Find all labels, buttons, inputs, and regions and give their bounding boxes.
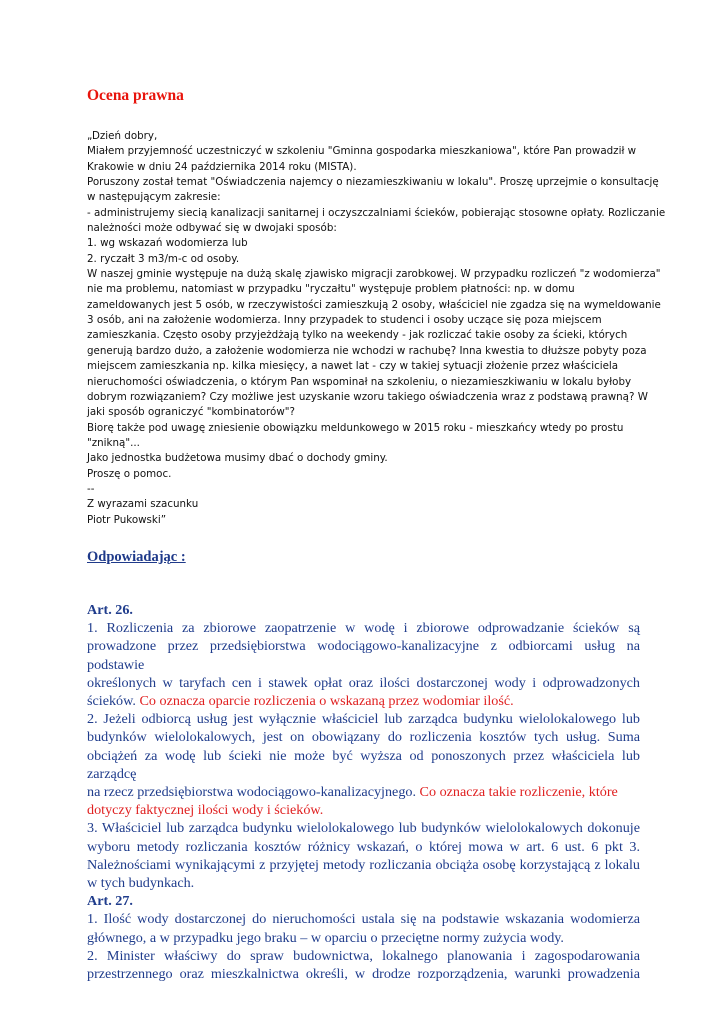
law-line-text: Należnościami wynikającymi z przyjętej metody rozliczania obciąża osobę korzystającą z lokalu (87, 856, 640, 873)
letter-line: miejscem zamieszkania np. kilka miesięcy, a nawet lat - czy w takiej sytuacji złożenie przez właściciela (87, 360, 619, 373)
law-line (87, 819, 640, 837)
document-title: Ocena prawna (87, 87, 184, 104)
letter-line: Krakowie w dniu 24 października 2014 roku (MISTA). (87, 160, 357, 173)
law-line-text: 2. Minister właściwy do spraw budownictwa, lokalnego planowania i zagospodarowania (87, 947, 640, 964)
law-line-text: 2. Jeżeli odbiorcą usług jest wyłącznie właściciel lub zarządca budynku wielolokalowego lub (87, 711, 640, 728)
letter-line: "znikną"... (87, 436, 140, 449)
law-line (87, 838, 640, 856)
law-line-text: określonych w taryfach cen i stawek opłat oraz ilości dostarczonej wody i odprowadzonych (87, 674, 640, 691)
law-line (87, 747, 640, 783)
law-line (87, 874, 640, 892)
letter-line: Poruszony został temat "Oświadczenia najemcy o niezamieszkiwaniu w lokalu". Proszę uprzejmie o konsultację (87, 176, 659, 189)
law-line-text: w tych budynkach. (87, 875, 195, 892)
law-line (87, 637, 640, 673)
law-line (87, 692, 640, 710)
quoted-letter (87, 129, 666, 528)
letter-line: 1. wg wskazań wodomierza lub (87, 237, 248, 250)
letter-line: zameldowanych jest 5 osób, w rzeczywistości zamieszkują 2 osoby, właściciel nie zgadza się na wymeldowanie (87, 298, 661, 311)
law-line (87, 929, 640, 947)
letter-line: 3 osób, ani na założenie wodomierza. Inny przypadek to studenci i osoby uczące się poza miejscem (87, 314, 602, 327)
letter-line: Miałem przyjemność uczestniczyć w szkoleniu "Gminna gospodarka mieszkaniowa", które Pan prowadził w (87, 145, 637, 158)
letter-line: W naszej gminie występuje na dużą skalę zjawisko migracji zarobkowej. W przypadku rozliczeń "z wodomierza" (87, 268, 661, 281)
law-line-text: ścieków. (87, 693, 136, 710)
law-line (87, 710, 640, 728)
law-excerpt (87, 601, 640, 983)
letter-line: Z wyrazami szacunku (87, 498, 199, 511)
law-line (87, 619, 640, 637)
law-line (87, 674, 640, 692)
reply-heading: Odpowiadając : (87, 549, 186, 565)
law-line-text: na rzecz przedsiębiorstwa wodociągowo-kanalizacyjnego. (87, 784, 417, 801)
law-line-text: Art. 26. (87, 602, 133, 618)
letter-line: 2. ryczałt 3 m3/m-c od osoby. (87, 252, 240, 265)
red-comment: Co oznacza oparcie rozliczenia o wskazaną przez wodomiar ilość. (135, 693, 514, 710)
law-line (87, 910, 640, 928)
red-comment: Co oznacza takie rozliczenie, które (416, 784, 618, 801)
letter-line: zamieszkania. Często osoby przyjeżdżają tylko na weekendy - jak rozliczać takie osoby za ścieki, których (87, 329, 628, 342)
law-line-text: Art. 27. (87, 893, 133, 910)
law-line (87, 728, 640, 746)
letter-line: Proszę o pomoc. (87, 467, 172, 480)
law-line-text: 1. Rozliczenia za zbiorowe zaopatrzenie w wodę i zbiorowe odprowadzanie ścieków są (87, 620, 640, 637)
law-line-text: wyboru metody rozliczania kosztów różnicy wskazań, o której mowa w art. 6 ust. 6 pkt 3. (87, 838, 640, 855)
letter-line: „Dzień dobry, (87, 130, 158, 142)
letter-line: Piotr Pukowski” (87, 513, 167, 526)
letter-line: w następującym zakresie: (87, 191, 221, 204)
law-line (87, 856, 640, 874)
law-line (87, 801, 640, 819)
law-line (87, 965, 640, 983)
law-line-text: dotyczy faktycznej ilości wody i ścieków. (87, 802, 324, 819)
law-line (87, 783, 640, 801)
letter-line: - administrujemy siecią kanalizacji sanitarnej i oczyszczalniami ścieków, pobierając stosowne opłaty. Rozliczanie (87, 206, 666, 219)
letter-line: nieruchomości oświadczenia, o którym Pan wspominał na szkoleniu, o niezamieszkiwaniu w lokalu byłoby (87, 375, 632, 388)
letter-line: Biorę także pod uwagę zniesienie obowiązku meldunkowego w 2015 roku - mieszkańcy wtedy po prostu (87, 421, 624, 434)
law-line (87, 947, 640, 965)
article-heading (87, 892, 640, 910)
law-line-text: obciążeń za wodę lub ścieki nie może być wyższa od ponoszonych przez właściciela lub zarządcę (87, 747, 640, 782)
law-line-text: budynków wielolokalowych, jest on obowiązany do rozliczenia kosztów tych usług. Suma (87, 729, 640, 746)
letter-line: jaki sposób ograniczyć "kombinatorów"? (87, 406, 295, 419)
law-line-text: przestrzennego oraz mieszkalnictwa określi, w drodze rozporządzenia, warunki prowadzenia (87, 966, 640, 983)
article-heading (87, 601, 640, 619)
law-line-text: prowadzone przez przedsiębiorstwa wodociągowo-kanalizacyjne z odbiorcami usług na podstawie (87, 638, 640, 673)
letter-line: Jako jednostka budżetowa musimy dbać o dochody gminy. (87, 452, 388, 465)
letter-line: należności może odbywać się w dwojaki sposób: (87, 222, 337, 235)
letter-line: dobrym rozwiązaniem? Czy możliwe jest uzyskanie wzoru takiego oświadczenia wraz z podstawą prawną? W (87, 390, 648, 403)
law-line-text: 3. Właściciel lub zarządca budynku wielolokalowego lub budynków wielolokalowych dokonuje (87, 820, 640, 837)
law-line-text: głównego, a w przypadku jego braku – w oparciu o przeciętne normy zużycia wody. (87, 929, 564, 946)
letter-line: nie ma problemu, natomiast w przypadku "ryczałtu" występuje problem płatności: np. w domu (87, 283, 575, 296)
letter-line: generują bardzo dużo, a założenie wodomierza nie wchodzi w rachubę? Inna kwestia to dłuższe pobyty poza (87, 344, 647, 357)
letter-line: -- (87, 482, 95, 495)
law-line-text: 1. Ilość wody dostarczonej do nieruchomości ustala się na podstawie wskazania wodomierza (87, 911, 640, 928)
